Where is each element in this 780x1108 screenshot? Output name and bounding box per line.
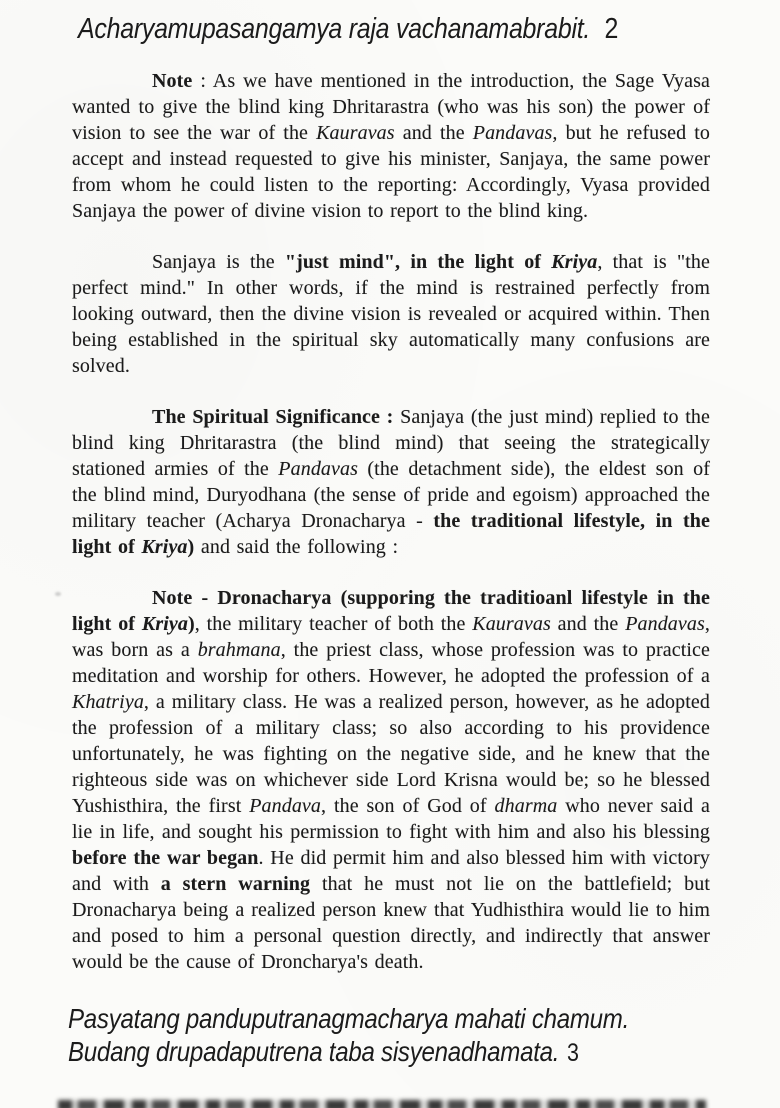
scan-speck [166,262,173,267]
chapter-verse-heading [78,12,618,46]
paragraph-note-introduction: Note : As we have mentioned in the introduction, the Sage Vyasa wanted to give the blind king Dhritarastra (who was his son) the power of vision to see the war of the Kauravas and the Pandavas, but he refused to accept and instead requested to give his minister, Sanjaya, the same power from whom he could listen to the reporting: Accordingly, Vyasa provided Sanjaya the power of divine vision to report to the blind king. [72,70,710,222]
sanskrit-verse-block [68,1002,710,1070]
verse-number: 3 [566,1039,579,1067]
verse-line-1: Pasyatang panduputranagmacharya mahati chamum. [68,1003,630,1034]
verse-line-2-text: Budang drupadaputrena taba sisyenadhamata. [68,1036,560,1067]
verse-title-number: 2 [604,13,619,45]
page-header [78,12,710,46]
page-bottom-cutoff-text-artifact [58,1100,706,1108]
paragraph-spiritual-significance: The Spiritual Significance : Sanjaya (the just mind) replied to the blind king Dhritarastra (the blind mind) that seeing the strategically stationed armies of the Pandavas (the detachment side), the eldest son of the blind mind, Duryodhana (the sense of pride and egoism) approached the military teacher (Acharya Dronacharya - the traditional lifestyle, in the light of Kriya) and said the following : [72,406,710,558]
paragraph-sanjaya-just-mind: Sanjaya is the "just mind", in the light of Kriya, that is "the perfect mind." In other words, if the mind is restrained perfectly from looking outward, then the divine vision is revealed or acquired within. Then being established in the spiritual sky automatically many confusions are solved. [72,251,710,377]
scan-speck [55,592,61,596]
verse-line-2 [68,1035,710,1070]
commentary-body [72,68,710,975]
paragraph-note-dronacharya: Note - Dronacharya (supporing the traditioanl lifestyle in the light of Kriya), the military teacher of both the Kauravas and the Pandavas, was born as a brahmana, the priest class, whose profession was to practice meditation and worship for others. However, he adopted the profession of a Khatriya, a military class. He was a realized person, however, as he adopted the profession of a military class; so also according to his providence unfortunately, he was fighting on the negative side, and he knew that the righteous side was on whichever side Lord Krisna would be; so he blessed Yushisthira, the first Pandava, the son of God of dharma who never said a lie in life, and sought his permission to fight with him and also his blessing before the war began. He did permit him and also blessed him with victory and with a stern warning that he must not lie on the battlefield; but Dronacharya being a realized person knew that Yudhisthira would lie to him and posed to him a personal question directly, and indirectly that answer would be the cause of Droncharya's death. [72,587,711,973]
verse-title-text: Acharyamupasangamya raja vachanamabrabit. [78,13,591,45]
